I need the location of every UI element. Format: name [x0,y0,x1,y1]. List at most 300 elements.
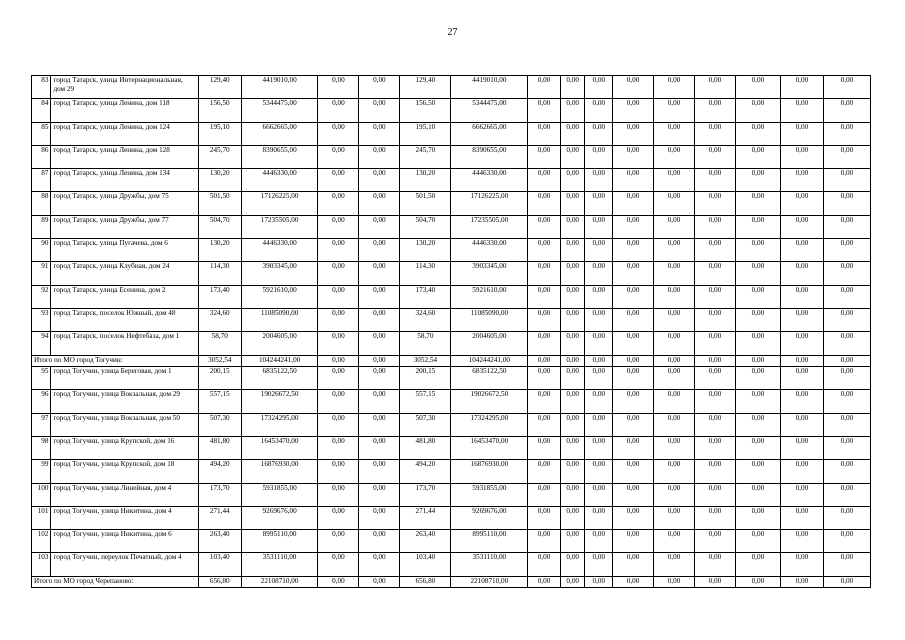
value-cell: 11085090,00 [241,308,318,331]
value-cell: 0,00 [780,483,823,506]
value-cell: 0,00 [560,436,585,459]
value-cell: 0,00 [318,122,359,145]
value-cell: 504,70 [198,215,241,238]
value-cell: 0,00 [654,576,695,588]
value-cell: 0,00 [654,367,695,390]
value-cell: 104244241,00 [451,355,528,367]
value-cell: 0,00 [585,215,613,238]
row-number: 94 [32,332,51,355]
value-cell: 0,00 [694,413,735,436]
value-cell: 0,00 [613,506,654,529]
value-cell: 0,00 [735,192,780,215]
table-row [32,169,871,192]
value-cell: 0,00 [654,285,695,308]
value-cell: 0,00 [585,483,613,506]
value-cell: 0,00 [694,99,735,122]
value-cell: 0,00 [560,460,585,483]
value-cell: 0,00 [585,285,613,308]
value-cell: 0,00 [780,332,823,355]
value-cell: 0,00 [694,436,735,459]
value-cell: 0,00 [585,506,613,529]
value-cell: 0,00 [613,262,654,285]
value-cell: 0,00 [735,460,780,483]
value-cell: 0,00 [613,332,654,355]
address-cell: город Татарск, улица Интернациональная, дом 29 [51,76,198,99]
value-cell: 0,00 [654,239,695,262]
value-cell: 0,00 [528,192,561,215]
value-cell: 0,00 [823,483,870,506]
row-number: 86 [32,145,51,168]
value-cell: 0,00 [528,483,561,506]
value-cell: 0,00 [694,169,735,192]
value-cell: 0,00 [735,262,780,285]
value-cell: 0,00 [528,145,561,168]
value-cell: 0,00 [613,192,654,215]
value-cell: 0,00 [585,332,613,355]
value-cell: 0,00 [318,506,359,529]
value-cell: 0,00 [318,192,359,215]
value-cell: 0,00 [780,285,823,308]
value-cell: 494,20 [400,460,451,483]
value-cell: 501,50 [198,192,241,215]
row-number: 91 [32,262,51,285]
value-cell: 0,00 [318,332,359,355]
value-cell: 656,80 [400,576,451,588]
value-cell: 156,50 [198,99,241,122]
value-cell: 0,00 [613,436,654,459]
address-cell: город Татарск, поселок Нефтебаза, дом 1 [51,332,198,355]
value-cell: 0,00 [560,192,585,215]
value-cell: 324,60 [400,308,451,331]
value-cell: 0,00 [823,262,870,285]
value-cell: 0,00 [654,308,695,331]
row-number: 84 [32,99,51,122]
value-cell: 0,00 [694,332,735,355]
value-cell: 0,00 [318,215,359,238]
value-cell: 0,00 [735,506,780,529]
value-cell: 0,00 [780,436,823,459]
value-cell: 0,00 [318,169,359,192]
value-cell: 103,40 [198,553,241,576]
value-cell: 0,00 [694,192,735,215]
value-cell: 8995110,00 [451,530,528,553]
row-number: 89 [32,215,51,238]
value-cell: 557,15 [198,390,241,413]
table-row [32,192,871,215]
value-cell: 11085090,00 [451,308,528,331]
value-cell: 0,00 [585,553,613,576]
value-cell: 0,00 [528,169,561,192]
value-cell: 0,00 [613,285,654,308]
value-cell: 0,00 [654,76,695,99]
value-cell: 0,00 [654,355,695,367]
value-cell: 0,00 [780,460,823,483]
value-cell: 0,00 [359,122,400,145]
value-cell: 0,00 [528,215,561,238]
value-cell: 9269676,00 [451,506,528,529]
value-cell: 0,00 [528,436,561,459]
row-number: 93 [32,308,51,331]
value-cell: 271,44 [400,506,451,529]
value-cell: 245,70 [400,145,451,168]
page-number: 27 [447,27,458,38]
value-cell: 0,00 [359,553,400,576]
value-cell: 0,00 [528,99,561,122]
value-cell: 0,00 [735,169,780,192]
value-cell: 0,00 [694,367,735,390]
value-cell: 0,00 [780,390,823,413]
value-cell: 0,00 [528,355,561,367]
value-cell: 16453470,00 [451,436,528,459]
value-cell: 0,00 [585,576,613,588]
address-cell: город Тогучин, переулок Печатный, дом 4 [51,553,198,576]
value-cell: 0,00 [613,122,654,145]
value-cell: 6662665,00 [451,122,528,145]
value-cell: 0,00 [359,99,400,122]
value-cell: 0,00 [613,215,654,238]
value-cell: 129,40 [198,76,241,99]
value-cell: 0,00 [654,506,695,529]
value-cell: 17324295,00 [241,413,318,436]
address-cell: город Татарск, улица Дружбы, дом 75 [51,192,198,215]
value-cell: 263,40 [198,530,241,553]
program-table [31,75,871,588]
table-body [32,76,871,588]
value-cell: 22108710,00 [241,576,318,588]
address-cell: город Тогучин, улица Линейная, дом 4 [51,483,198,506]
value-cell: 200,15 [198,367,241,390]
value-cell: 245,70 [198,145,241,168]
value-cell: 0,00 [823,553,870,576]
value-cell: 17235505,00 [241,215,318,238]
value-cell: 0,00 [823,576,870,588]
value-cell: 0,00 [694,483,735,506]
value-cell: 0,00 [318,530,359,553]
value-cell: 0,00 [735,367,780,390]
value-cell: 0,00 [823,355,870,367]
value-cell: 0,00 [735,99,780,122]
value-cell: 58,70 [400,332,451,355]
value-cell: 0,00 [528,460,561,483]
value-cell: 0,00 [780,553,823,576]
value-cell: 0,00 [359,367,400,390]
value-cell: 0,00 [613,530,654,553]
value-cell: 0,00 [735,76,780,99]
value-cell: 0,00 [613,553,654,576]
value-cell: 0,00 [694,576,735,588]
value-cell: 0,00 [735,122,780,145]
value-cell: 0,00 [654,192,695,215]
value-cell: 0,00 [613,308,654,331]
value-cell: 481,80 [400,436,451,459]
value-cell: 0,00 [560,553,585,576]
value-cell: 0,00 [735,355,780,367]
table-row [32,413,871,436]
row-number: 102 [32,530,51,553]
value-cell: 130,20 [400,169,451,192]
value-cell: 0,00 [694,262,735,285]
value-cell: 0,00 [318,239,359,262]
value-cell: 0,00 [560,332,585,355]
value-cell: 5344475,00 [451,99,528,122]
value-cell: 507,30 [198,413,241,436]
row-number: 87 [32,169,51,192]
value-cell: 0,00 [560,169,585,192]
value-cell: 0,00 [613,413,654,436]
value-cell: 0,00 [823,332,870,355]
address-cell: город Тогучин, улица Береговая, дом 1 [51,367,198,390]
value-cell: 3052,54 [400,355,451,367]
row-number: 103 [32,553,51,576]
value-cell: 0,00 [318,262,359,285]
row-number: 96 [32,390,51,413]
table-row [32,122,871,145]
row-number: 85 [32,122,51,145]
row-number: 101 [32,506,51,529]
value-cell: 0,00 [318,367,359,390]
value-cell: 0,00 [560,308,585,331]
value-cell: 5344475,00 [241,99,318,122]
table-row [32,145,871,168]
value-cell: 0,00 [780,122,823,145]
value-cell: 156,50 [400,99,451,122]
value-cell: 0,00 [585,169,613,192]
value-cell: 0,00 [359,239,400,262]
value-cell: 0,00 [560,262,585,285]
value-cell: 0,00 [613,99,654,122]
value-cell: 0,00 [694,506,735,529]
value-cell: 0,00 [823,506,870,529]
value-cell: 0,00 [613,355,654,367]
value-cell: 0,00 [585,99,613,122]
value-cell: 0,00 [780,99,823,122]
value-cell: 0,00 [823,99,870,122]
value-cell: 0,00 [735,413,780,436]
value-cell: 5921610,00 [241,285,318,308]
value-cell: 0,00 [585,413,613,436]
value-cell: 0,00 [654,169,695,192]
row-number: 92 [32,285,51,308]
value-cell: 0,00 [613,483,654,506]
value-cell: 0,00 [528,506,561,529]
value-cell: 0,00 [359,76,400,99]
value-cell: 0,00 [654,413,695,436]
value-cell: 0,00 [560,145,585,168]
value-cell: 0,00 [735,145,780,168]
value-cell: 0,00 [318,76,359,99]
value-cell: 0,00 [560,76,585,99]
value-cell: 17235505,00 [451,215,528,238]
value-cell: 0,00 [359,460,400,483]
value-cell: 0,00 [654,332,695,355]
value-cell: 0,00 [613,239,654,262]
value-cell: 6835122,50 [241,367,318,390]
value-cell: 0,00 [560,355,585,367]
value-cell: 0,00 [318,436,359,459]
value-cell: 0,00 [735,530,780,553]
address-cell: город Татарск, улица Ленина, дом 134 [51,169,198,192]
value-cell: 0,00 [585,460,613,483]
value-cell: 0,00 [780,169,823,192]
value-cell: 0,00 [528,367,561,390]
value-cell: 0,00 [528,332,561,355]
value-cell: 0,00 [780,239,823,262]
table-row [32,506,871,529]
value-cell: 0,00 [318,308,359,331]
value-cell: 0,00 [528,530,561,553]
value-cell: 0,00 [694,530,735,553]
value-cell: 0,00 [780,530,823,553]
value-cell: 0,00 [735,390,780,413]
value-cell: 200,15 [400,367,451,390]
value-cell: 0,00 [359,192,400,215]
value-cell: 0,00 [560,285,585,308]
value-cell: 0,00 [613,460,654,483]
value-cell: 0,00 [780,355,823,367]
value-cell: 0,00 [585,436,613,459]
value-cell: 0,00 [585,192,613,215]
value-cell: 4446330,00 [241,239,318,262]
value-cell: 0,00 [560,367,585,390]
value-cell: 0,00 [694,239,735,262]
table-row [32,460,871,483]
value-cell: 58,70 [198,332,241,355]
table-row [32,262,871,285]
value-cell: 0,00 [694,122,735,145]
value-cell: 0,00 [528,122,561,145]
value-cell: 173,70 [400,483,451,506]
value-cell: 0,00 [613,390,654,413]
value-cell: 0,00 [318,390,359,413]
value-cell: 0,00 [654,390,695,413]
total-label: Итого по МО город Тогучин: [32,355,199,367]
value-cell: 114,30 [198,262,241,285]
value-cell: 0,00 [585,390,613,413]
value-cell: 0,00 [585,76,613,99]
value-cell: 17126225,00 [451,192,528,215]
value-cell: 0,00 [654,460,695,483]
value-cell: 17324295,00 [451,413,528,436]
value-cell: 0,00 [780,145,823,168]
value-cell: 0,00 [528,413,561,436]
value-cell: 173,40 [400,285,451,308]
value-cell: 0,00 [560,99,585,122]
value-cell: 0,00 [528,262,561,285]
value-cell: 0,00 [560,215,585,238]
value-cell: 0,00 [560,122,585,145]
value-cell: 0,00 [694,390,735,413]
row-number: 97 [32,413,51,436]
value-cell: 0,00 [735,285,780,308]
address-cell: город Татарск, улица Ленина, дом 128 [51,145,198,168]
value-cell: 0,00 [560,530,585,553]
value-cell: 129,40 [400,76,451,99]
value-cell: 0,00 [654,262,695,285]
address-cell: город Татарск, улица Клубная, дом 24 [51,262,198,285]
value-cell: 130,20 [400,239,451,262]
value-cell: 195,10 [400,122,451,145]
value-cell: 0,00 [613,145,654,168]
value-cell: 0,00 [780,192,823,215]
value-cell: 0,00 [318,413,359,436]
value-cell: 16876930,00 [241,460,318,483]
table-row [32,239,871,262]
table-row [32,332,871,355]
value-cell: 0,00 [318,460,359,483]
value-cell: 494,20 [198,460,241,483]
value-cell: 9269676,00 [241,506,318,529]
value-cell: 2004605,00 [451,332,528,355]
value-cell: 104244241,00 [241,355,318,367]
row-number: 90 [32,239,51,262]
value-cell: 0,00 [560,576,585,588]
value-cell: 0,00 [585,530,613,553]
address-cell: город Татарск, улица Пугачева, дом 6 [51,239,198,262]
value-cell: 114,30 [400,262,451,285]
address-cell: город Тогучин, улица Вокзальная, дом 50 [51,413,198,436]
row-number: 100 [32,483,51,506]
value-cell: 0,00 [318,553,359,576]
value-cell: 0,00 [528,308,561,331]
value-cell: 0,00 [359,308,400,331]
value-cell: 0,00 [359,145,400,168]
value-cell: 0,00 [823,367,870,390]
value-cell: 0,00 [318,483,359,506]
value-cell: 0,00 [694,553,735,576]
value-cell: 0,00 [694,215,735,238]
value-cell: 0,00 [780,413,823,436]
value-cell: 3903345,00 [241,262,318,285]
value-cell: 3531110,00 [451,553,528,576]
value-cell: 0,00 [780,76,823,99]
value-cell: 130,20 [198,239,241,262]
value-cell: 0,00 [780,262,823,285]
address-cell: город Татарск, улица Дружбы, дом 77 [51,215,198,238]
value-cell: 0,00 [823,145,870,168]
value-cell: 0,00 [823,390,870,413]
address-cell: город Тогучин, улица Никитина, дом 6 [51,530,198,553]
value-cell: 0,00 [359,285,400,308]
value-cell: 0,00 [694,460,735,483]
value-cell: 0,00 [694,308,735,331]
value-cell: 504,70 [400,215,451,238]
value-cell: 0,00 [735,483,780,506]
value-cell: 19026672,50 [241,390,318,413]
value-cell: 0,00 [823,169,870,192]
value-cell: 19026672,50 [451,390,528,413]
value-cell: 0,00 [318,285,359,308]
value-cell: 0,00 [528,285,561,308]
value-cell: 103,40 [400,553,451,576]
value-cell: 0,00 [613,169,654,192]
value-cell: 0,00 [654,145,695,168]
value-cell: 0,00 [613,367,654,390]
value-cell: 0,00 [585,145,613,168]
value-cell: 0,00 [735,553,780,576]
value-cell: 0,00 [823,285,870,308]
value-cell: 0,00 [735,576,780,588]
value-cell: 17126225,00 [241,192,318,215]
value-cell: 0,00 [735,215,780,238]
value-cell: 0,00 [359,215,400,238]
value-cell: 3052,54 [198,355,241,367]
value-cell: 8390655,00 [451,145,528,168]
value-cell: 0,00 [528,553,561,576]
value-cell: 271,44 [198,506,241,529]
address-cell: город Татарск, поселок Южный, дом 48 [51,308,198,331]
table-row [32,285,871,308]
row-number: 99 [32,460,51,483]
